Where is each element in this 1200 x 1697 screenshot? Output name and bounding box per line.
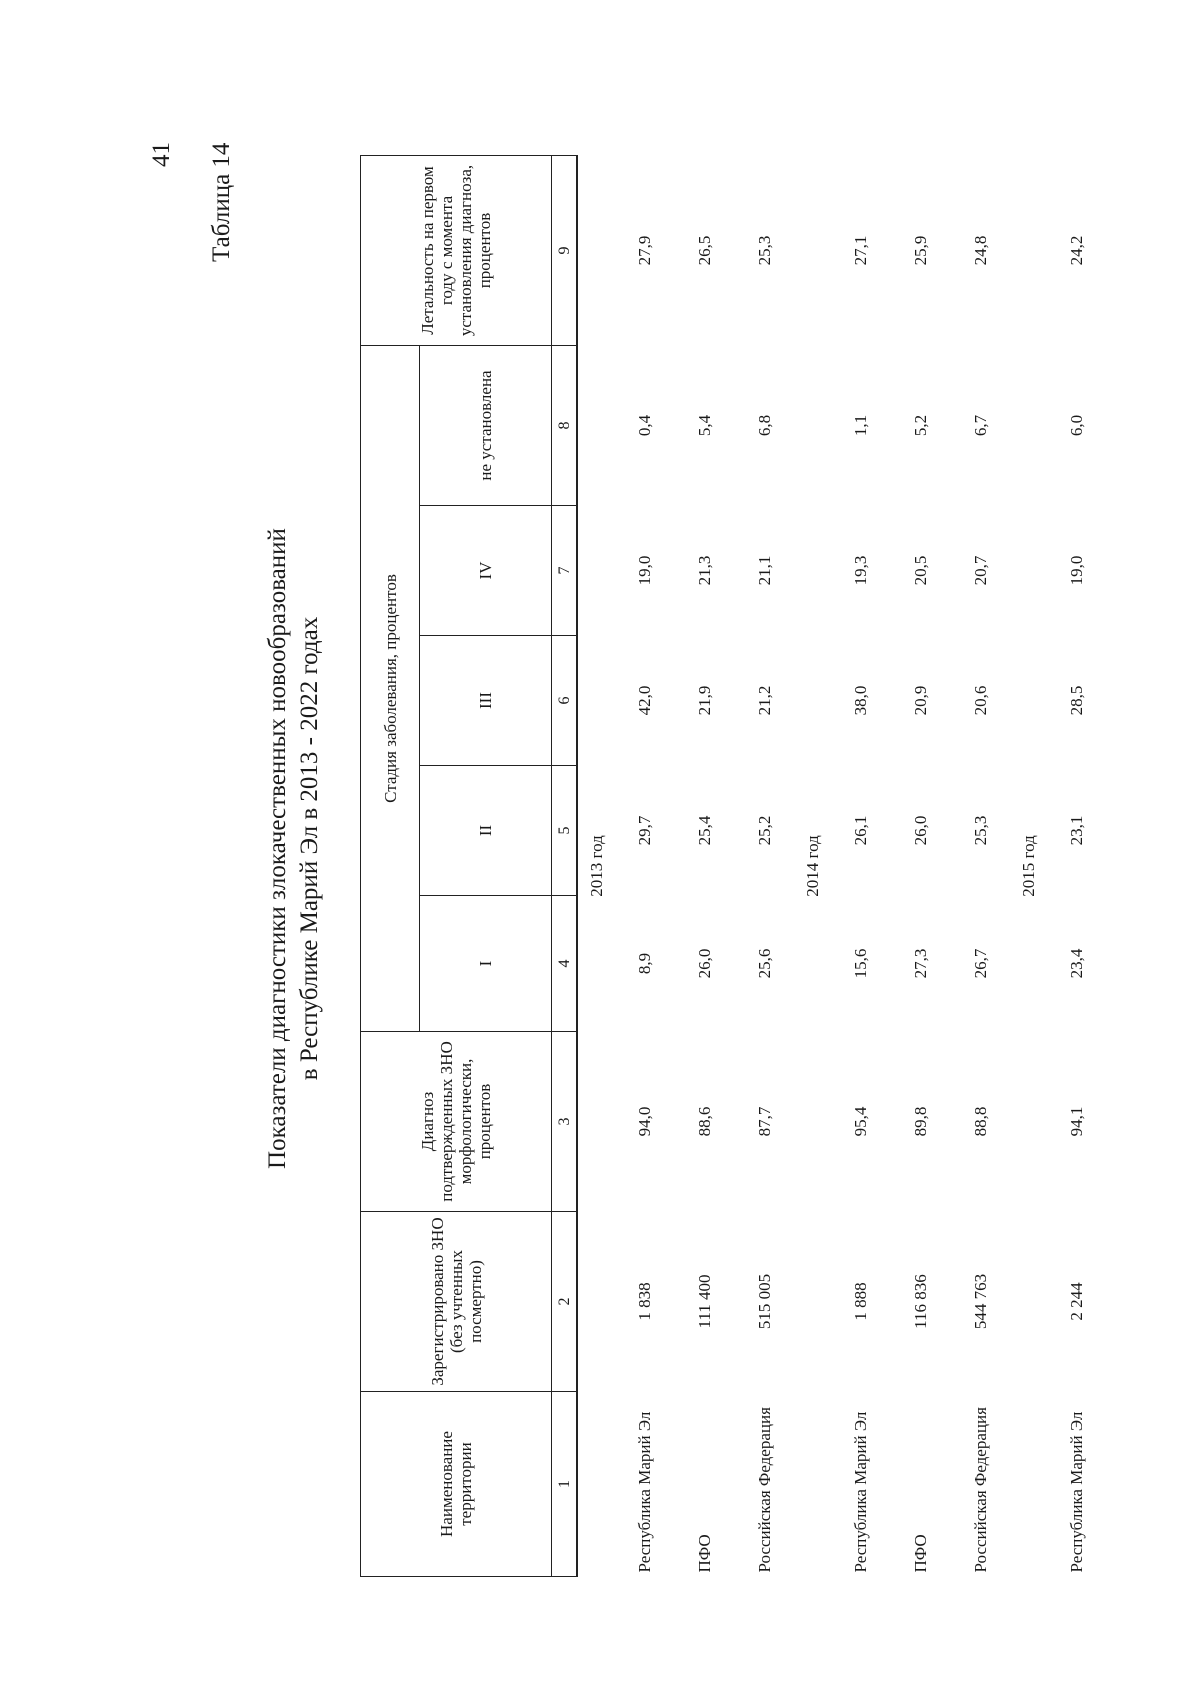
col-number: 1: [552, 1392, 578, 1577]
cell-stage-3: 38,0: [850, 685, 870, 716]
cell-confirmed: 89,8: [910, 1106, 930, 1137]
cell-stage-2: 23,1: [1066, 815, 1086, 846]
diagnostics-table: [360, 155, 1106, 1577]
cell-lethality: 25,9: [910, 235, 930, 266]
cell-stage-2: 25,4: [694, 815, 714, 846]
year-label: 2015 год: [1018, 835, 1038, 897]
header-stage-group: Стадия заболевания, процентов: [361, 346, 420, 1032]
cell-lethality: 27,9: [634, 235, 654, 266]
col-number: 5: [552, 766, 578, 896]
table-row: [614, 156, 674, 1577]
cell-registered: 2 244: [1066, 1282, 1086, 1321]
col-number: 6: [552, 636, 578, 766]
cell-stage-3: 28,5: [1066, 685, 1086, 716]
col-number: 2: [552, 1212, 578, 1392]
cell-stage-1: 25,6: [754, 948, 774, 979]
cell-stage-1: 15,6: [850, 948, 870, 979]
territory-name: Республика Марий Эл: [850, 1411, 870, 1573]
title-line-1: Показатели диагностики злокачественных новообразований: [264, 528, 291, 1169]
cell-stage-2: 25,2: [754, 815, 774, 846]
cell-stage-3: 21,2: [754, 685, 774, 716]
cell-confirmed: 88,8: [970, 1106, 990, 1137]
cell-lethality: 27,1: [850, 235, 870, 266]
cell-stage-1: 27,3: [910, 948, 930, 979]
header-territory: Наименование территории: [361, 1392, 552, 1577]
cell-stage-unknown: 6,7: [970, 414, 990, 437]
cell-stage-4: 19,0: [634, 555, 654, 586]
cell-stage-2: 26,0: [910, 815, 930, 846]
territory-name: Российская Федерация: [970, 1407, 990, 1573]
cell-registered: 111 400: [694, 1274, 714, 1329]
header-stage-4: IV: [420, 506, 552, 636]
cell-registered: 515 005: [754, 1273, 774, 1330]
year-row: [577, 156, 614, 1577]
header-lethality: Летальность на первом году с момента установления диагноза, процентов: [361, 156, 552, 346]
header-stage-unknown: не установлена: [420, 346, 552, 506]
cell-stage-3: 21,9: [694, 685, 714, 716]
cell-stage-unknown: 5,4: [694, 414, 714, 437]
cell-registered: 544 763: [970, 1273, 990, 1330]
document-title: [262, 0, 326, 1697]
cell-confirmed: 94,0: [634, 1106, 654, 1137]
cell-lethality: 25,3: [754, 235, 774, 266]
year-row: [1010, 156, 1046, 1577]
cell-confirmed: 87,7: [754, 1106, 774, 1137]
cell-stage-unknown: 6,0: [1066, 414, 1086, 437]
table-row: [1046, 156, 1106, 1577]
territory-name: Республика Марий Эл: [634, 1411, 654, 1573]
cell-lethality: 26,5: [694, 235, 714, 266]
cell-confirmed: 88,6: [694, 1106, 714, 1137]
cell-confirmed: 94,1: [1066, 1106, 1086, 1137]
cell-stage-1: 8,9: [634, 952, 654, 975]
header-stage-1: I: [420, 896, 552, 1032]
territory-name: Республика Марий Эл: [1066, 1411, 1086, 1573]
col-number: 9: [552, 156, 578, 346]
year-label: 2013 год: [586, 835, 606, 897]
cell-lethality: 24,2: [1066, 235, 1086, 266]
year-row: [794, 156, 830, 1577]
cell-stage-unknown: 0,4: [634, 414, 654, 437]
territory-name: ПФО: [910, 1534, 930, 1573]
cell-stage-1: 26,0: [694, 948, 714, 979]
cell-stage-4: 21,3: [694, 555, 714, 586]
page-number: 41: [148, 142, 175, 167]
cell-stage-4: 20,5: [910, 555, 930, 586]
col-number: 7: [552, 506, 578, 636]
cell-registered: 116 836: [910, 1274, 930, 1329]
header-registered: Зарегистрировано ЗНО (без учтенных посмертно): [361, 1212, 552, 1392]
territory-name: Российская Федерация: [754, 1407, 774, 1573]
header-confirmed: Диагноз подтвержденных ЗНО морфологически, процентов: [361, 1032, 552, 1212]
cell-stage-1: 23,4: [1066, 948, 1086, 979]
header-stage-3: III: [420, 636, 552, 766]
cell-stage-3: 42,0: [634, 685, 654, 716]
territory-name: ПФО: [694, 1534, 714, 1573]
table-row: [830, 156, 890, 1577]
table-label: Таблица 14: [208, 142, 235, 262]
header-stage-2: II: [420, 766, 552, 896]
table-row: [890, 156, 950, 1577]
cell-confirmed: 95,4: [850, 1106, 870, 1137]
col-number: 4: [552, 896, 578, 1032]
year-label: 2014 год: [802, 835, 822, 897]
cell-stage-1: 26,7: [970, 948, 990, 979]
cell-stage-3: 20,9: [910, 685, 930, 716]
data-table-wrap: [360, 155, 1106, 1577]
cell-lethality: 24,8: [970, 235, 990, 266]
cell-stage-unknown: 5,2: [910, 414, 930, 437]
col-number: 3: [552, 1032, 578, 1212]
table-row: [734, 156, 794, 1577]
cell-stage-2: 25,3: [970, 815, 990, 846]
cell-stage-4: 19,3: [850, 555, 870, 586]
cell-stage-unknown: 1,1: [850, 414, 870, 437]
cell-stage-2: 26,1: [850, 815, 870, 846]
cell-registered: 1 888: [850, 1282, 870, 1321]
cell-stage-2: 29,7: [634, 815, 654, 846]
cell-stage-3: 20,6: [970, 685, 990, 716]
cell-stage-4: 21,1: [754, 555, 774, 586]
col-number: 8: [552, 346, 578, 506]
cell-registered: 1 838: [634, 1282, 654, 1321]
title-line-2: в Республике Марий Эл в 2013 - 2022 годах: [296, 616, 323, 1081]
cell-stage-4: 20,7: [970, 555, 990, 586]
table-row: [950, 156, 1010, 1577]
table-row: [674, 156, 734, 1577]
cell-stage-4: 19,0: [1066, 555, 1086, 586]
cell-stage-unknown: 6,8: [754, 414, 774, 437]
